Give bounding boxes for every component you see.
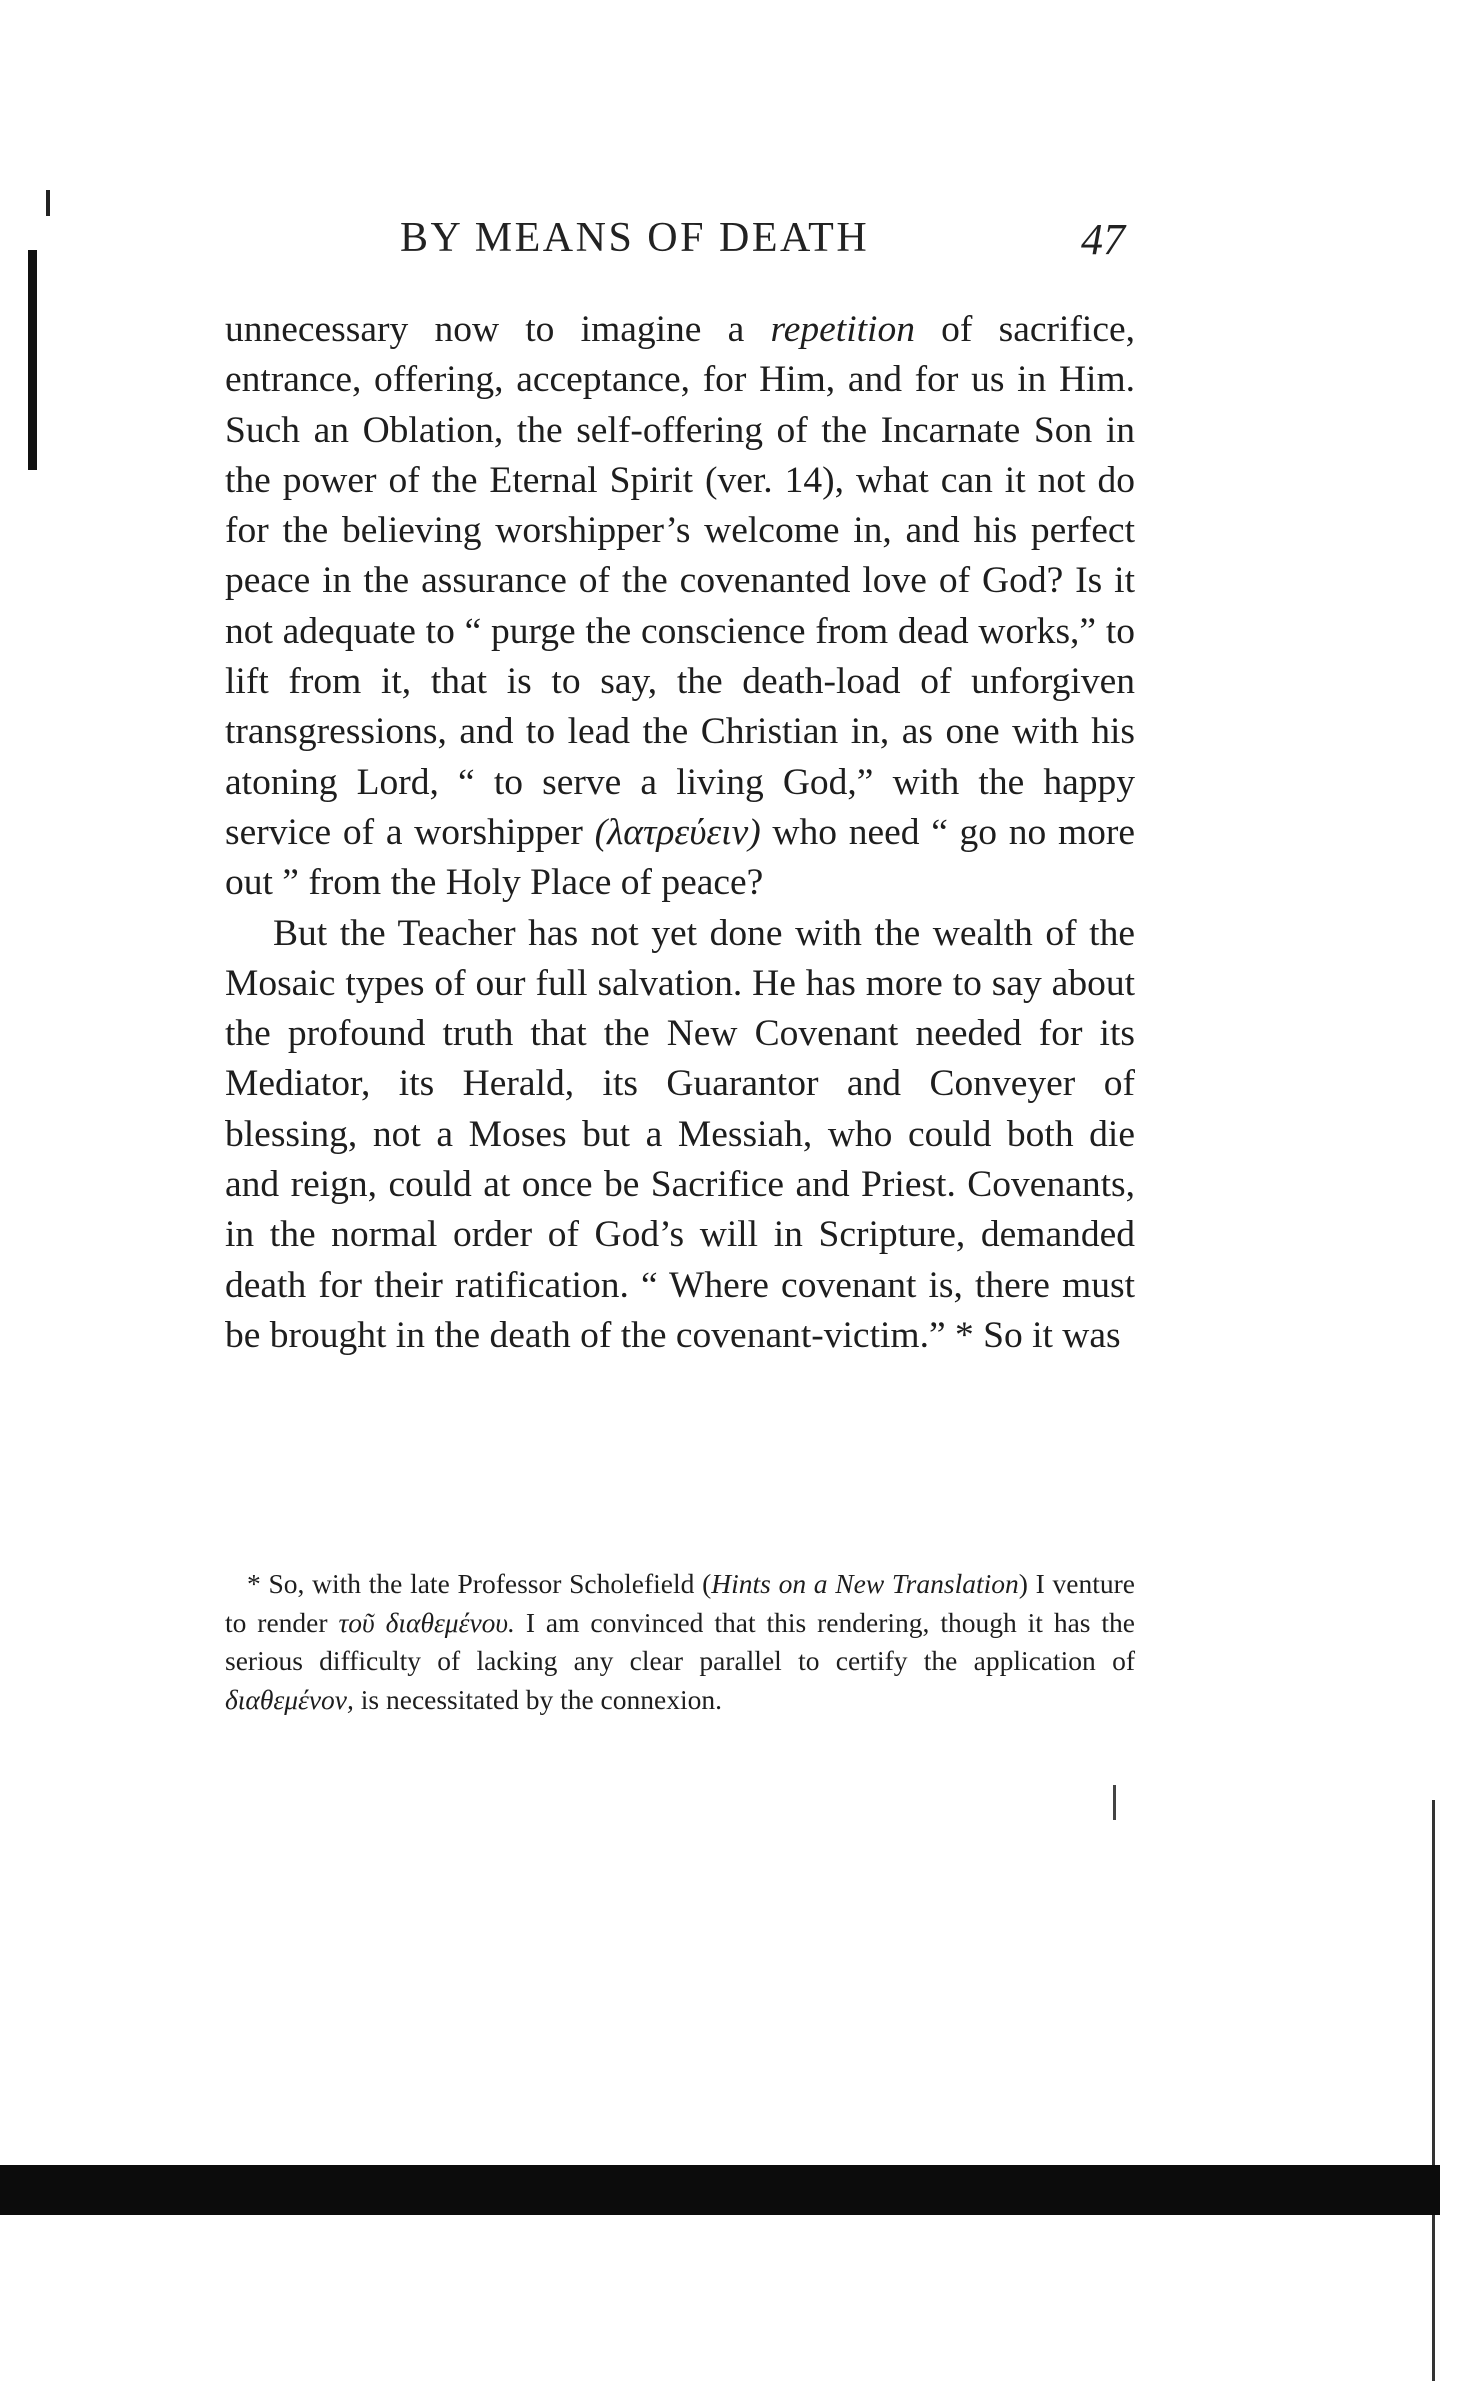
footnote-text-middle: ) I venture to render (225, 1568, 1136, 1638)
footnote-greek-2: διαθεμένον, (225, 1683, 354, 1715)
footnote-text-continued: I am convinced that this rendering, though it has the serious difficulty of lacking any clear parallel to certify the application of (225, 1606, 1135, 1676)
body-text (225, 305, 1135, 1361)
paragraph-1-middle: of sacrifice, entrance, offering, acceptance, for Him, and for us in Him. Such an Oblation, the self-offering of the Incarnate Son in the power of the Eternal Spirit (ver. 14), what can it not do for the believing worshipper’s welcome in, and his perfect peace in the assurance of the covenanted love of God? Is it not adequate to “ purge the conscience from dead works,” to lift from it, that is to say, the death-load of unforgiven transgressions, and to lead the Christian in, as one with his atoning Lord, “ to serve a living God,” with the happy service of a worshipper (225, 309, 1135, 853)
footnote-book-title: Hints on a New Translation (711, 1568, 1019, 1599)
footnote-text-start: * So, with the late Professor Scholefield ( (247, 1568, 712, 1599)
scan-right-edge (1432, 1800, 1435, 2381)
scan-mark (46, 190, 50, 216)
footnote-text-end: is necessitated by the connexion. (353, 1683, 722, 1715)
emphasis-repetition: repetition (770, 309, 915, 350)
footnote (225, 1565, 1135, 1719)
paragraph-2: But the Teacher has not yet done with the wealth of the Mosaic types of our full salvation. He has more to say about the profound truth that the New Covenant needed for its Mediator, its Herald, its Guarantor and Conveyer of blessing, not a Moses but a Messiah, who could both die and reign, could at once be Sacrifice and Priest. Covenants, in the normal order of God’s will in Scripture, demanded death for their ratification. “ Where covenant is, there must be brought in the death of the covenant-victim.” * So it was (225, 912, 1135, 1356)
scan-edge-mark (28, 250, 37, 470)
footnote-greek-1: τοῦ διαθεμένου. (338, 1606, 515, 1638)
stray-mark (1113, 1785, 1116, 1820)
paragraph-1-end: who need “ go no more out ” from the Holy Place of peace? (225, 811, 1135, 904)
paragraph-1-start: unnecessary now to imagine a (225, 309, 771, 350)
paragraph-1 (225, 305, 1135, 909)
page-number: 47 (1081, 215, 1125, 264)
page-header (225, 210, 1145, 270)
scan-bottom-bar (0, 2165, 1440, 2215)
running-head: BY MEANS OF DEATH (400, 215, 870, 261)
greek-term: (λατρεύειν) (594, 811, 761, 853)
